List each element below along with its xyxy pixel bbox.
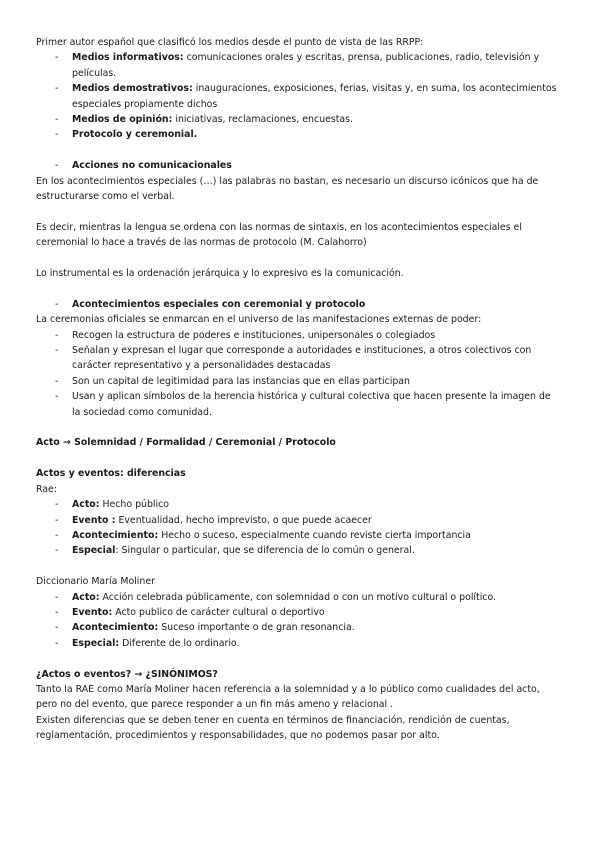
list-item: - Especial: Diferente de lo ordinario. <box>36 636 560 651</box>
sinonimos-paragraph: Tanto la RAE como María Moliner hacen referencia a la solemnidad y a lo público como cualidades del acto, pero no del evento, que parece responder a un fin más ameno y relacional . <box>36 683 540 711</box>
medios-list <box>36 50 560 142</box>
list-item: - Evento : Eventualidad, hecho imprevisto, o que puede acaecer <box>36 513 560 528</box>
acont-list <box>36 328 560 420</box>
list-item: - Acto: Hecho público <box>36 497 560 512</box>
list-item: - Protocolo y ceremonial. <box>36 127 560 142</box>
acciones-heading-list <box>36 158 560 173</box>
acciones-paragraph: Lo instrumental es la ordenación jerárquica y lo expresivo es la comunicación. <box>36 268 404 280</box>
rae-label: Rae: <box>36 483 57 495</box>
list-item: - Medios de opinión: iniciativas, reclamaciones, encuestas. <box>36 112 560 127</box>
list-item: - Evento: Acto publico de carácter cultural o deportivo <box>36 605 560 620</box>
rae-list <box>36 497 560 559</box>
list-item: - Acontecimiento: Suceso importante o de gran resonancia. <box>36 620 560 635</box>
list-item: - Acontecimiento: Hecho o suceso, especialmente cuando reviste cierta importancia <box>36 528 560 543</box>
list-item: - Señalan y expresan el lugar que corresponde a autoridades e instituciones, a otros colectivos con carácter representativo y a personalidades destacadas <box>36 343 560 374</box>
list-item: - Medios demostrativos: inauguraciones, exposiciones, ferias, visitas y, en suma, los acontecimientos especiales propiamente dichos <box>36 81 560 112</box>
list-item: - Usan y aplican símbolos de la herencia histórica y cultural colectiva que hacen presente la imagen de la sociedad como comunidad. <box>36 389 560 420</box>
list-item: - Son un capital de legitimidad para las instancias que en ellas participan <box>36 374 560 389</box>
section-heading: - Acciones no comunicacionales <box>36 158 560 173</box>
sinonimos-paragraph: Existen diferencias que se deben tener en cuenta en términos de financiación, rendición de cuentas, reglamentación, procedimientos y responsabilidades, que no podemos pasar por alto. <box>36 714 510 742</box>
moliner-list <box>36 590 560 652</box>
section-heading: - Acontecimientos especiales con ceremonial y protocolo <box>36 297 560 312</box>
acont-intro: La ceremonias oficiales se enmarcan en el universo de las manifestaciones externas de poder: <box>36 314 482 326</box>
section-heading: ¿Actos o eventos? → ¿SINÓNIMOS? <box>36 668 218 680</box>
list-item: - Medios informativos: comunicaciones orales y escritas, prensa, publicaciones, radio, televisión y películas. <box>36 50 560 81</box>
list-item: - Acto: Acción celebrada públicamente, con solemnidad o con un motivo cultural o político. <box>36 590 560 605</box>
acont-heading-list <box>36 297 560 312</box>
section-heading: Actos y eventos: diferencias <box>36 468 186 480</box>
acciones-paragraph: Es decir, mientras la lengua se ordena con las normas de sintaxis, en los acontecimientos especiales el ceremonial lo hace a través de las normas de protocolo (M. Calahorro) <box>36 221 522 249</box>
acciones-paragraph: En los acontecimientos especiales (…) las palabras no bastan, es necesario un discurso icónicos que ha de estructurarse como el verbal. <box>36 175 539 203</box>
list-item: - Recogen la estructura de poderes e instituciones, unipersonales o colegiados <box>36 328 560 343</box>
moliner-label: Diccionario María Moliner <box>36 576 155 588</box>
acto-line: Acto → Solemnidad / Formalidad / Ceremonial / Protocolo <box>36 437 336 449</box>
list-item: - Especial: Singular o particular, que se diferencia de lo común o general. <box>36 543 560 558</box>
intro-paragraph: Primer autor español que clasificó los medios desde el punto de vista de las RRPP: <box>36 37 424 48</box>
